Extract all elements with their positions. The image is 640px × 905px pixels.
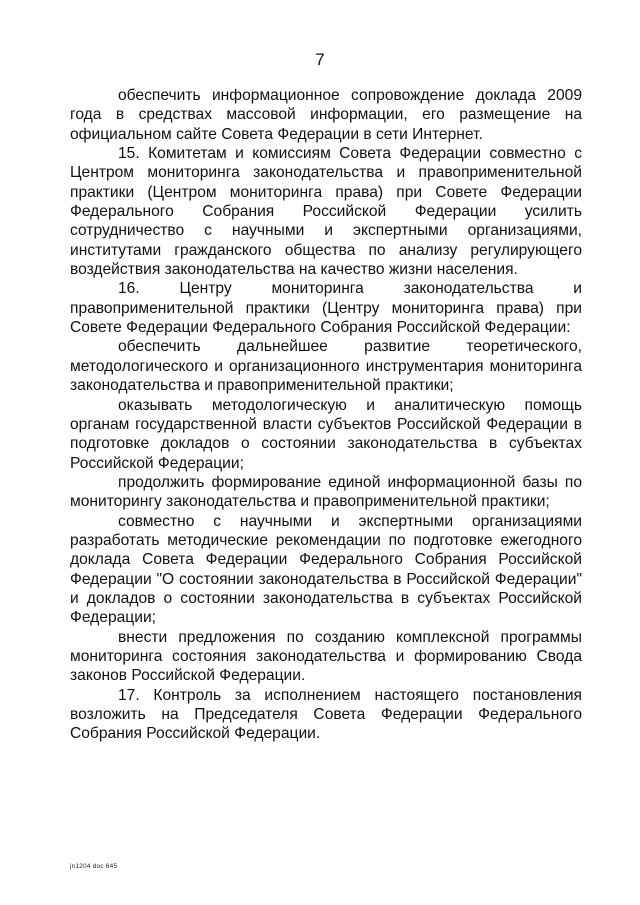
paragraph-comprehensive-program: внести предложения по созданию комплексной программы мониторинга состояния законодательства и формированию Свода законов Российской Федерации. [70,628,582,685]
footer-file-reference: jn1204 doc 645 [70,863,118,870]
paragraph-information-base: продолжить формирование единой информационной базы по мониторингу законодательства и правоприменительной практики; [70,473,582,511]
paragraph-develop-methodology: обеспечить дальнейшее развитие теоретического, методологического и организационного инструментария мониторинга законодательства и правоприменительной практики; [70,338,582,395]
paragraph-item-17: 17. Контроль за исполнением настоящего постановления возложить на Председателя Совета Федерации Федерального Собрания Российской Федерации. [70,686,582,743]
paragraph-item-15: 15. Комитетам и комиссиям Совета Федерации совместно с Центром мониторинга законодательства и правоприменительной практики (Центром мониторинга права) при Совете Федерации Федерального Собрания Российской Федерации усилить сотрудничество с научными и экспертными организациями, институтами гражданского общества по анализу регулирующего воздействия законодательства на качество жизни населения. [70,145,582,279]
document-body [70,86,582,744]
paragraph-item-16: 16. Центру мониторинга законодательства и правоприменительной практики (Центру мониторинга права) при Совете Федерации Федерального Собрания Российской Федерации: [70,280,582,337]
paragraph-assist-regions: оказывать методологическую и аналитическую помощь органам государственной власти субъектов Российской Федерации в подготовке докладов о состоянии законодательства в субъектах Российской Федерации; [70,396,582,472]
paragraph-info-support: обеспечить информационное сопровождение доклада 2009 года в средствах массовой информации, его размещение на официальном сайте Совета Федерации в сети Интернет. [70,87,582,143]
page-number: 7 [315,50,325,69]
paragraph-recommendations: совместно с научными и экспертными организациями разработать методические рекомендации по подготовке ежегодного доклада Совета Федерации Федерального Собрания Российской Федерации "О состоянии законодательства в Российской Федерации" и докладов о состоянии законодательства в субъектах Российской Федерации; [70,512,582,627]
